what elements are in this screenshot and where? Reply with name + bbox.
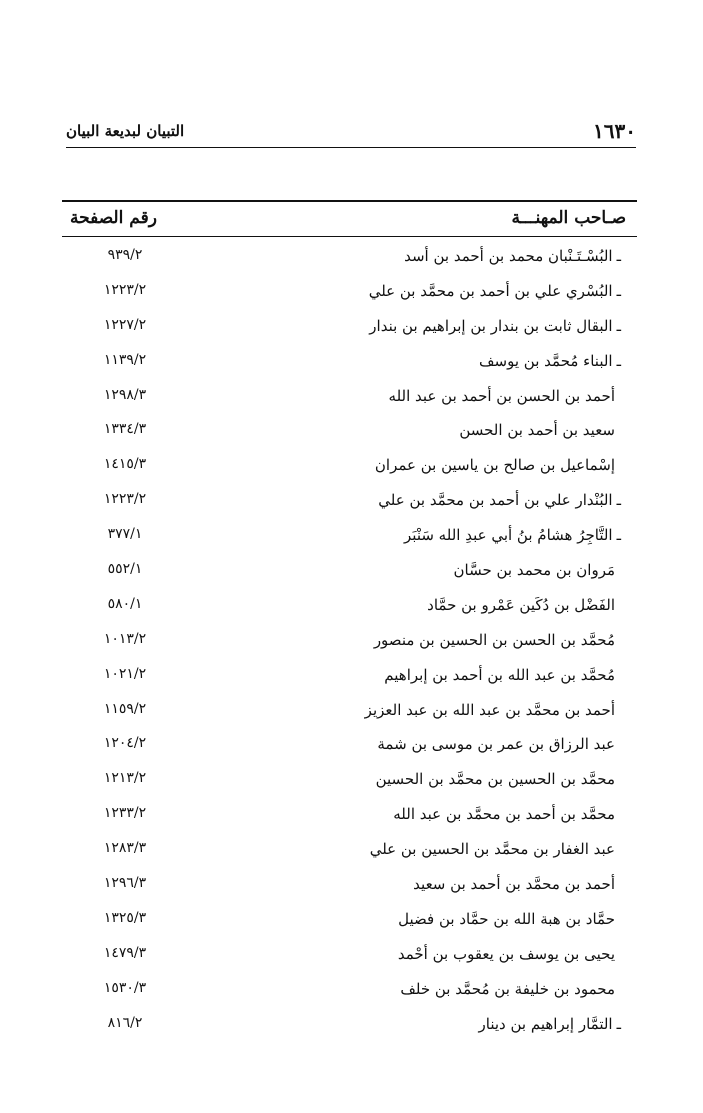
person-name: الفَضْل بن دُكَين عَمْرو بن حمَّاد <box>427 595 615 614</box>
person-entry <box>389 387 615 405</box>
person-name: البُسْـتَـنْبان محمد بن أحمد بن أسد <box>404 247 613 265</box>
page-reference: ٩٣٩/٢ <box>107 247 143 263</box>
person-name: البقال ثابت بن بندار بن إبراهيم بن بندار <box>369 316 613 335</box>
person-name: محمَّد بن أحمد بن محمَّد بن عبد الله <box>393 805 615 824</box>
person-name: يحيى بن يوسف بن يعقوب بن أحْمد <box>397 944 615 963</box>
table-header-rule <box>62 236 637 237</box>
person-entry <box>479 352 621 370</box>
page-reference: ١١٥٩/٢ <box>103 700 147 717</box>
page-reference: ١٤٧٩/٣ <box>103 944 147 961</box>
page-number: ١٦٣٠ <box>593 119 636 143</box>
table-row <box>0 522 703 557</box>
table-row <box>0 383 703 418</box>
person-entry <box>413 875 615 893</box>
table-row <box>0 313 703 348</box>
entry-dash: ـ <box>616 316 621 335</box>
person-name: إسْماعيل بن صالح بن ياسين بن عمران <box>374 456 615 475</box>
person-name: سعيد بن أحمد بن الحسن <box>459 421 615 440</box>
table-row <box>0 906 703 941</box>
table-top-rule <box>62 200 637 202</box>
table-row <box>0 697 703 732</box>
person-name: البناء مُحمَّد بن يوسف <box>479 351 613 370</box>
person-name: حمَّاد بن هبة الله بن حمَّاد بن فضيل <box>398 909 615 928</box>
page-reference: ١٢٩٨/٣ <box>103 386 147 403</box>
table-row <box>0 348 703 383</box>
person-name: أحمد بن محمَّد بن أحمد بن سعيد <box>413 875 615 894</box>
person-name: عبد الغفار بن محمَّد بن الحسين بن علي <box>369 840 615 859</box>
table-row <box>0 627 703 662</box>
table-row <box>0 417 703 452</box>
table-header <box>70 203 626 233</box>
page-reference: ١٢٨٣/٣ <box>103 840 147 857</box>
person-entry <box>365 701 615 719</box>
person-entry <box>400 980 615 998</box>
page-reference: ٣٧٧/١ <box>107 526 143 543</box>
running-title: التبيان لبديعة البيان <box>66 122 185 140</box>
person-entry <box>398 910 615 928</box>
table-row <box>0 662 703 697</box>
page-number-column-header: رقم الصفحة <box>70 208 157 228</box>
person-name: البُنْدار علي بن أحمد بن محمَّد بن علي <box>378 491 613 510</box>
person-entry <box>378 491 621 509</box>
page-reference: ٥٥٢/١ <box>107 561 143 578</box>
page-reference: ١٢٢٣/٢ <box>103 491 147 508</box>
table-row <box>0 976 703 1011</box>
table-row <box>0 592 703 627</box>
person-name: عبد الرزاق بن عمر بن موسى بن شمة <box>377 735 615 754</box>
table-row <box>0 1011 703 1046</box>
page-reference: ٨١٦/٢ <box>107 1014 143 1031</box>
person-entry <box>377 735 615 753</box>
table-row <box>0 731 703 766</box>
table-row <box>0 278 703 313</box>
profession-column-header: صـاحب المهنـــة <box>511 208 626 228</box>
person-entry <box>375 456 615 474</box>
entry-dash: ـ <box>616 281 621 300</box>
entry-dash: ـ <box>616 526 621 545</box>
page-reference: ١٢٠٤/٢ <box>103 735 147 752</box>
entry-dash: ـ <box>616 351 621 370</box>
page-reference: ١٣٣٤/٣ <box>103 421 147 438</box>
table-row <box>0 487 703 522</box>
table-row <box>0 871 703 906</box>
person-entry <box>398 945 615 963</box>
page-reference: ١٣٢٥/٣ <box>103 909 147 926</box>
page-reference: ١١٣٩/٢ <box>103 351 147 368</box>
table-row <box>0 801 703 836</box>
running-head-rule <box>66 147 636 148</box>
person-entry <box>369 282 621 300</box>
person-entry <box>376 770 615 788</box>
person-name: أحمد بن محمَّد بن عبد الله بن عبد العزيز <box>364 700 615 719</box>
person-entry <box>374 631 615 649</box>
person-name: التَّاجِرُ هشامُ بنُ أبي عبدِ الله سَنْبَر <box>404 526 613 545</box>
person-name: مُحمَّد بن الحسن بن الحسين بن منصور <box>373 630 615 649</box>
person-name: أحمد بن الحسن بن أحمد بن عبد الله <box>388 386 615 405</box>
table-row <box>0 766 703 801</box>
entry-dash: ـ <box>616 247 621 265</box>
person-entry <box>459 421 615 439</box>
person-entry <box>454 561 616 579</box>
page-reference: ١٢٩٦/٣ <box>103 875 147 892</box>
person-name: مَروان بن محمد بن حسَّان <box>453 561 615 580</box>
entry-dash: ـ <box>616 491 621 510</box>
table-row <box>0 243 703 278</box>
page-reference: ١٥٣٠/٣ <box>103 979 147 996</box>
entry-dash: ـ <box>616 1014 621 1033</box>
person-name: محمَّد بن الحسين بن محمَّد بن الحسين <box>375 770 615 789</box>
page-reference: ١٤١٥/٣ <box>103 456 147 473</box>
page-reference: ١٢٣٣/٢ <box>103 805 147 822</box>
page-reference: ١٠١٣/٢ <box>103 630 147 647</box>
page-reference: ١٢٢٣/٢ <box>103 281 147 298</box>
running-head <box>66 116 636 146</box>
page-reference: ١٢١٣/٢ <box>103 770 147 787</box>
person-entry <box>370 840 615 858</box>
table-row <box>0 941 703 976</box>
person-name: البُسْري علي بن أحمد بن محمَّد بن علي <box>368 281 613 300</box>
page-reference: ٥٨٠/١ <box>107 595 143 612</box>
person-name: مُحمَّد بن عبد الله بن أحمد بن إبراهيم <box>384 665 615 684</box>
page-reference: ١٠٢١/٢ <box>103 665 147 682</box>
table-row <box>0 836 703 871</box>
person-entry <box>384 666 615 684</box>
page-reference: ١٢٢٧/٢ <box>103 316 147 333</box>
table-row <box>0 452 703 487</box>
person-entry <box>404 247 621 265</box>
table-row <box>0 557 703 592</box>
person-entry <box>393 805 615 823</box>
person-entry <box>427 596 615 614</box>
person-entry <box>479 1015 621 1033</box>
index-table-body <box>0 243 703 1045</box>
person-entry <box>369 317 621 335</box>
person-name: التمَّار إبراهيم بن دينار <box>478 1014 613 1033</box>
person-entry <box>404 526 621 544</box>
person-name: محمود بن خليفة بن مُحمَّد بن خلف <box>400 979 615 998</box>
